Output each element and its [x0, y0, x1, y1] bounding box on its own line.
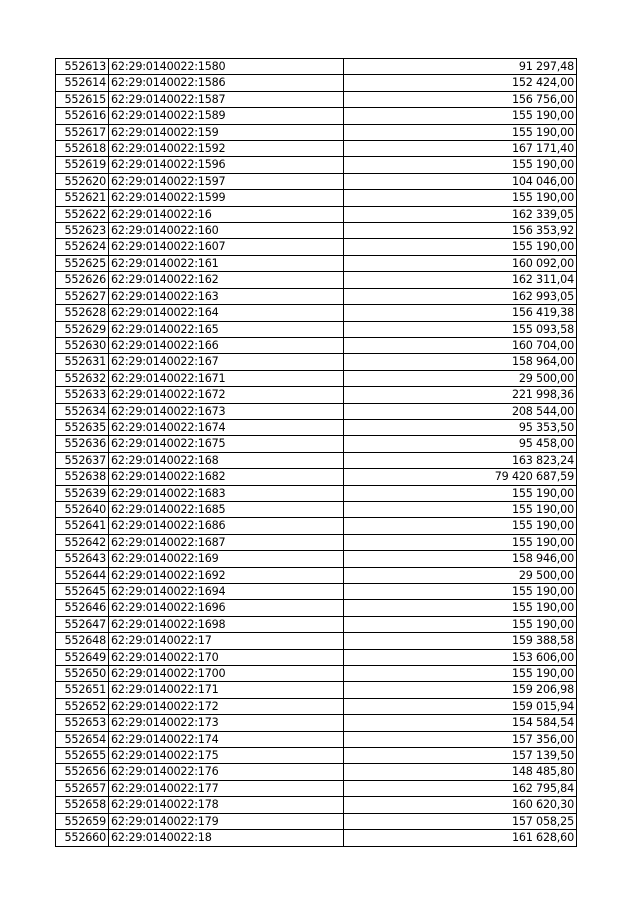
value-cell: 160 704,00 — [344, 337, 577, 353]
value-cell: 154 584,54 — [344, 715, 577, 731]
table-row — [56, 600, 577, 616]
row-id-cell: 552649 — [56, 649, 109, 665]
cadastral-number-cell: 62:29:0140022:163 — [109, 288, 344, 304]
value-cell: 155 190,00 — [344, 157, 577, 173]
row-id-cell: 552634 — [56, 403, 109, 419]
cadastral-number-cell: 62:29:0140022:170 — [109, 649, 344, 665]
row-id-cell: 552640 — [56, 501, 109, 517]
value-cell: 160 092,00 — [344, 255, 577, 271]
value-cell: 159 388,58 — [344, 633, 577, 649]
cadastral-number-cell: 62:29:0140022:1672 — [109, 387, 344, 403]
table-row — [56, 255, 577, 271]
table-row — [56, 141, 577, 157]
value-cell: 157 356,00 — [344, 731, 577, 747]
row-id-cell: 552613 — [56, 59, 109, 75]
table-row — [56, 715, 577, 731]
row-id-cell: 552630 — [56, 337, 109, 353]
row-id-cell: 552657 — [56, 780, 109, 796]
cadastral-number-cell: 62:29:0140022:160 — [109, 223, 344, 239]
cadastral-number-cell: 62:29:0140022:173 — [109, 715, 344, 731]
cadastral-number-cell: 62:29:0140022:176 — [109, 764, 344, 780]
cadastral-number-cell: 62:29:0140022:1589 — [109, 108, 344, 124]
value-cell: 159 206,98 — [344, 682, 577, 698]
table-row — [56, 206, 577, 222]
table-row — [56, 288, 577, 304]
cadastral-number-cell: 62:29:0140022:1700 — [109, 666, 344, 682]
row-id-cell: 552659 — [56, 813, 109, 829]
value-cell: 155 190,00 — [344, 666, 577, 682]
row-id-cell: 552646 — [56, 600, 109, 616]
value-cell: 155 190,00 — [344, 108, 577, 124]
cadastral-number-cell: 62:29:0140022:1597 — [109, 173, 344, 189]
row-id-cell: 552635 — [56, 419, 109, 435]
table-row — [56, 403, 577, 419]
row-id-cell: 552614 — [56, 75, 109, 91]
table-row — [56, 518, 577, 534]
row-id-cell: 552622 — [56, 206, 109, 222]
value-cell: 155 093,58 — [344, 321, 577, 337]
value-cell: 159 015,94 — [344, 698, 577, 714]
table-row — [56, 534, 577, 550]
cadastral-number-cell: 62:29:0140022:169 — [109, 551, 344, 567]
table-row — [56, 321, 577, 337]
cadastral-number-cell: 62:29:0140022:17 — [109, 633, 344, 649]
value-cell: 156 419,38 — [344, 305, 577, 321]
cadastral-number-cell: 62:29:0140022:1698 — [109, 616, 344, 632]
cadastral-number-cell: 62:29:0140022:164 — [109, 305, 344, 321]
table-row — [56, 157, 577, 173]
value-cell: 158 946,00 — [344, 551, 577, 567]
row-id-cell: 552647 — [56, 616, 109, 632]
row-id-cell: 552643 — [56, 551, 109, 567]
cadastral-number-cell: 62:29:0140022:1696 — [109, 600, 344, 616]
table-row — [56, 190, 577, 206]
cadastral-number-cell: 62:29:0140022:1675 — [109, 436, 344, 452]
value-cell: 162 339,05 — [344, 206, 577, 222]
table-row — [56, 91, 577, 107]
table-row — [56, 124, 577, 140]
table-row — [56, 649, 577, 665]
table-row — [56, 698, 577, 714]
cadastral-number-cell: 62:29:0140022:1686 — [109, 518, 344, 534]
table-row — [56, 830, 577, 846]
value-cell: 156 756,00 — [344, 91, 577, 107]
cadastral-number-cell: 62:29:0140022:1687 — [109, 534, 344, 550]
cadastral-number-cell: 62:29:0140022:162 — [109, 272, 344, 288]
table-body — [56, 59, 577, 847]
cadastral-number-cell: 62:29:0140022:1685 — [109, 501, 344, 517]
row-id-cell: 552651 — [56, 682, 109, 698]
value-cell: 29 500,00 — [344, 370, 577, 386]
table-row — [56, 797, 577, 813]
row-id-cell: 552658 — [56, 797, 109, 813]
row-id-cell: 552654 — [56, 731, 109, 747]
table-row — [56, 682, 577, 698]
value-cell: 167 171,40 — [344, 141, 577, 157]
table-row — [56, 223, 577, 239]
cadastral-number-cell: 62:29:0140022:1580 — [109, 59, 344, 75]
cadastral-number-cell: 62:29:0140022:1694 — [109, 584, 344, 600]
cadastral-number-cell: 62:29:0140022:168 — [109, 452, 344, 468]
table-row — [56, 731, 577, 747]
value-cell: 79 420 687,59 — [344, 469, 577, 485]
value-cell: 155 190,00 — [344, 190, 577, 206]
row-id-cell: 552655 — [56, 748, 109, 764]
cadastral-number-cell: 62:29:0140022:16 — [109, 206, 344, 222]
row-id-cell: 552652 — [56, 698, 109, 714]
cadastral-number-cell: 62:29:0140022:1674 — [109, 419, 344, 435]
row-id-cell: 552648 — [56, 633, 109, 649]
table-row — [56, 108, 577, 124]
value-cell: 162 311,04 — [344, 272, 577, 288]
row-id-cell: 552623 — [56, 223, 109, 239]
row-id-cell: 552632 — [56, 370, 109, 386]
cadastral-number-cell: 62:29:0140022:174 — [109, 731, 344, 747]
row-id-cell: 552650 — [56, 666, 109, 682]
row-id-cell: 552628 — [56, 305, 109, 321]
row-id-cell: 552638 — [56, 469, 109, 485]
value-cell: 163 823,24 — [344, 452, 577, 468]
table-row — [56, 173, 577, 189]
cadastral-number-cell: 62:29:0140022:177 — [109, 780, 344, 796]
value-cell: 155 190,00 — [344, 518, 577, 534]
row-id-cell: 552656 — [56, 764, 109, 780]
cadastral-number-cell: 62:29:0140022:161 — [109, 255, 344, 271]
table-row — [56, 469, 577, 485]
cadastral-number-cell: 62:29:0140022:165 — [109, 321, 344, 337]
value-cell: 155 190,00 — [344, 485, 577, 501]
row-id-cell: 552629 — [56, 321, 109, 337]
cadastral-number-cell: 62:29:0140022:1607 — [109, 239, 344, 255]
value-cell: 155 190,00 — [344, 534, 577, 550]
row-id-cell: 552645 — [56, 584, 109, 600]
table-row — [56, 337, 577, 353]
cadastral-number-cell: 62:29:0140022:1586 — [109, 75, 344, 91]
row-id-cell: 552641 — [56, 518, 109, 534]
table-row — [56, 567, 577, 583]
value-cell: 104 046,00 — [344, 173, 577, 189]
value-cell: 158 964,00 — [344, 354, 577, 370]
row-id-cell: 552639 — [56, 485, 109, 501]
value-cell: 156 353,92 — [344, 223, 577, 239]
value-cell: 162 795,84 — [344, 780, 577, 796]
table-row — [56, 239, 577, 255]
cadastral-number-cell: 62:29:0140022:167 — [109, 354, 344, 370]
value-cell: 160 620,30 — [344, 797, 577, 813]
table-row — [56, 354, 577, 370]
table-row — [56, 75, 577, 91]
cadastral-number-cell: 62:29:0140022:178 — [109, 797, 344, 813]
table-row — [56, 387, 577, 403]
value-cell: 161 628,60 — [344, 830, 577, 846]
table-row — [56, 305, 577, 321]
row-id-cell: 552660 — [56, 830, 109, 846]
row-id-cell: 552653 — [56, 715, 109, 731]
cadastral-number-cell: 62:29:0140022:172 — [109, 698, 344, 714]
row-id-cell: 552618 — [56, 141, 109, 157]
table-row — [56, 452, 577, 468]
table-row — [56, 633, 577, 649]
row-id-cell: 552637 — [56, 452, 109, 468]
table-row — [56, 780, 577, 796]
cadastral-number-cell: 62:29:0140022:171 — [109, 682, 344, 698]
cadastral-number-cell: 62:29:0140022:159 — [109, 124, 344, 140]
cadastral-number-cell: 62:29:0140022:1682 — [109, 469, 344, 485]
value-cell: 155 190,00 — [344, 616, 577, 632]
row-id-cell: 552625 — [56, 255, 109, 271]
value-cell: 95 353,50 — [344, 419, 577, 435]
cadastral-number-cell: 62:29:0140022:1673 — [109, 403, 344, 419]
table-row — [56, 748, 577, 764]
value-cell: 148 485,80 — [344, 764, 577, 780]
value-cell: 221 998,36 — [344, 387, 577, 403]
row-id-cell: 552615 — [56, 91, 109, 107]
cadastral-number-cell: 62:29:0140022:166 — [109, 337, 344, 353]
cadastral-number-cell: 62:29:0140022:1596 — [109, 157, 344, 173]
cadastral-number-cell: 62:29:0140022:179 — [109, 813, 344, 829]
cadastral-number-cell: 62:29:0140022:1671 — [109, 370, 344, 386]
value-cell: 152 424,00 — [344, 75, 577, 91]
value-cell: 162 993,05 — [344, 288, 577, 304]
value-cell: 155 190,00 — [344, 584, 577, 600]
value-cell: 208 544,00 — [344, 403, 577, 419]
row-id-cell: 552619 — [56, 157, 109, 173]
table-row — [56, 59, 577, 75]
cadastral-number-cell: 62:29:0140022:1599 — [109, 190, 344, 206]
cadastral-value-table — [55, 58, 577, 847]
table-row — [56, 419, 577, 435]
value-cell: 157 058,25 — [344, 813, 577, 829]
table-row — [56, 436, 577, 452]
cadastral-number-cell: 62:29:0140022:175 — [109, 748, 344, 764]
row-id-cell: 552631 — [56, 354, 109, 370]
cadastral-number-cell: 62:29:0140022:18 — [109, 830, 344, 846]
row-id-cell: 552616 — [56, 108, 109, 124]
cadastral-number-cell: 62:29:0140022:1587 — [109, 91, 344, 107]
row-id-cell: 552621 — [56, 190, 109, 206]
value-cell: 91 297,48 — [344, 59, 577, 75]
value-cell: 157 139,50 — [344, 748, 577, 764]
table-row — [56, 370, 577, 386]
row-id-cell: 552627 — [56, 288, 109, 304]
table-row — [56, 551, 577, 567]
row-id-cell: 552642 — [56, 534, 109, 550]
table-row — [56, 272, 577, 288]
row-id-cell: 552624 — [56, 239, 109, 255]
row-id-cell: 552617 — [56, 124, 109, 140]
table-row — [56, 485, 577, 501]
table-row — [56, 584, 577, 600]
row-id-cell: 552636 — [56, 436, 109, 452]
value-cell: 155 190,00 — [344, 501, 577, 517]
table-row — [56, 501, 577, 517]
cadastral-number-cell: 62:29:0140022:1592 — [109, 141, 344, 157]
row-id-cell: 552620 — [56, 173, 109, 189]
value-cell: 155 190,00 — [344, 124, 577, 140]
value-cell: 155 190,00 — [344, 239, 577, 255]
cadastral-number-cell: 62:29:0140022:1692 — [109, 567, 344, 583]
value-cell: 155 190,00 — [344, 600, 577, 616]
value-cell: 153 606,00 — [344, 649, 577, 665]
value-cell: 95 458,00 — [344, 436, 577, 452]
value-cell: 29 500,00 — [344, 567, 577, 583]
table-row — [56, 813, 577, 829]
table-row — [56, 666, 577, 682]
table-row — [56, 616, 577, 632]
cadastral-number-cell: 62:29:0140022:1683 — [109, 485, 344, 501]
table-row — [56, 764, 577, 780]
row-id-cell: 552633 — [56, 387, 109, 403]
row-id-cell: 552644 — [56, 567, 109, 583]
row-id-cell: 552626 — [56, 272, 109, 288]
